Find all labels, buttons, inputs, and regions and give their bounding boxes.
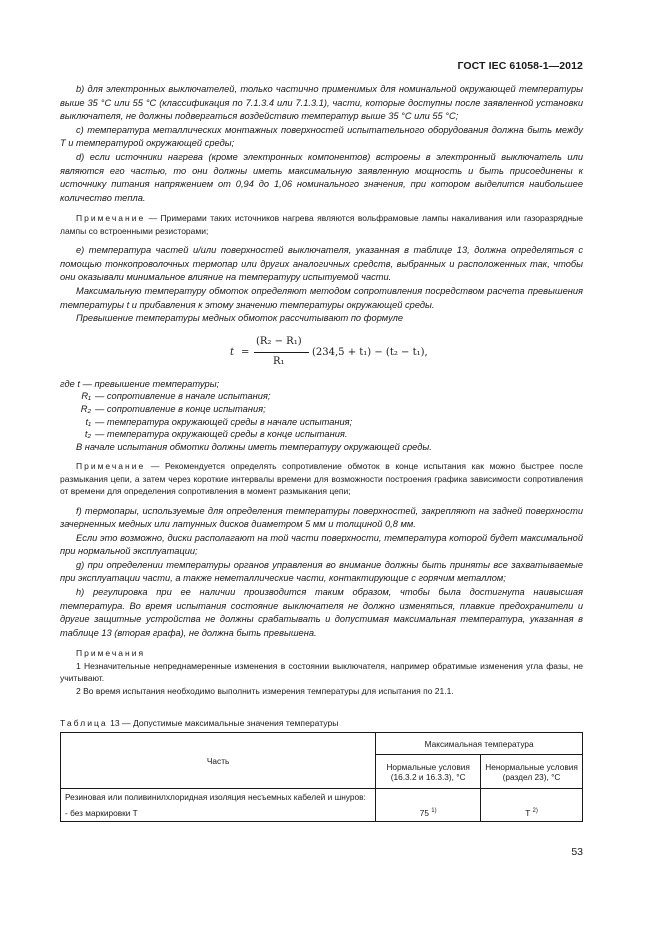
- formula-tail: (234,5 + t₁) − (t₂ − t₁),: [312, 346, 428, 358]
- paragraph-windings-1: Максимальную температуру обмоток определяют методом сопротивления посредством расчета превышения температуры t и прибавления к этому значению температуры окружающей среды.: [60, 285, 583, 310]
- header-abnormal: Ненормальные условия (раздел 23), °С: [481, 755, 583, 789]
- legend-row: [60, 390, 583, 403]
- formula-numerator: (R₂ − R₁): [256, 335, 302, 347]
- legend-symbol: R₂: [80, 403, 91, 414]
- cell-normal: [376, 789, 481, 822]
- legend-symbol: R₁: [81, 391, 91, 402]
- paragraph-h: h) регулировка при ее наличии производится таким образом, чтобы была достигнута наивысшая температура. Во время испытания состояние выключателя не должно изменяться, плавкие предохранители и другие защитные устройства не должны срабатывать и допустимая максимальная температура, указанная в таблице 13 (вторая графа), не должна быть превышена.: [60, 587, 583, 638]
- note-resistance: [60, 460, 583, 497]
- normal-value: 75: [419, 808, 429, 818]
- legend-description: — превышение температуры;: [82, 378, 220, 389]
- formula-t: t: [230, 346, 235, 358]
- legend-after: В начале испытания обмотки должны иметь температуру окружающей среды.: [76, 441, 432, 452]
- legend-row-t: [60, 378, 583, 391]
- row-sub-label: - без маркировки T: [65, 808, 138, 818]
- cell-part: [61, 789, 376, 822]
- notes-label: Примечания: [76, 648, 146, 659]
- normal-footnote: 1): [431, 808, 437, 815]
- legend-description: — температура окружающей среды в конце испытания.: [95, 429, 348, 440]
- paragraph-windings-2: Превышение температуры медных обмоток рассчитывают по формуле: [76, 313, 404, 324]
- legend-description: — сопротивление в начале испытания;: [95, 391, 271, 402]
- abnormal-footnote: 2): [532, 808, 538, 815]
- formula-denominator: R₁: [273, 355, 285, 367]
- paragraph-d: d) если источники нагрева (кроме электронных компонентов) встроены в электронный выключатель или являются его частью, то они должны иметь максимальную заявленную мощность и быть присоединены к источнику питания напряжением от 0,94 до 1,06 номинального значения, при котором выделится наибольшее количество тепла.: [60, 151, 583, 203]
- table-label: Таблица: [60, 718, 108, 728]
- note-1: 1 Незначительные непреднамеренные изменения в состоянии выключателя, например обратимые изменения угла фазы, не учитывают.: [60, 660, 583, 684]
- note-text: — Примерами таких источников нагрева являются вольфрамовые лампы накаливания или газоразрядные лампы со встроенными резисторами;: [60, 213, 583, 236]
- header-max-temp: Максимальная температура: [376, 733, 583, 755]
- header-normal: Нормальные условия (16.3.2 и 16.3.3), °С: [376, 755, 481, 789]
- legend-description: — температура окружающей среды в начале испытания;: [95, 416, 353, 427]
- page-number: 53: [571, 846, 583, 858]
- note-2: 2 Во время испытания необходимо выполнить измерения температуры для испытания по 21.1.: [76, 685, 454, 696]
- legend-symbol: t: [77, 378, 80, 389]
- paragraph-e: e) температура частей и/или поверхностей выключателя, указанная в таблице 13, должна определяться с помощью тонкопроволочных термопар или других аналогичных средств, выбранных и расположенных так, чтобы они оказывали минимальное влияние на температуру испытуемой части.: [60, 245, 583, 283]
- table-title: [60, 718, 338, 728]
- paragraph-f: f) термопары, используемые для определения температуры поверхностей, закрепляют на задней поверхности зачерненных медных или латунных дисков диаметром 5 мм и толщиной 0,8 мм.: [60, 505, 583, 530]
- legend-intro: где: [60, 378, 75, 389]
- paragraph-b: b) для электронных выключателей, только частично применимых для номинальной окружающей температуры выше 35 °С или 55 °С (классификация по 7.1.3.4 или 7.1.3.1), части, которые доступны после заявленной установки выключателя, не должны подвергаться воздействию температур выше 35 °С или 55 °С;: [60, 84, 583, 122]
- paragraph-f2: Если это возможно, диски располагают на той части поверхности, температура которой будет максимальной при нормальной эксплуатации;: [60, 532, 583, 557]
- note-text: — Рекомендуется определять сопротивление обмоток в конце испытания как можно быстрее после размыкания цепи, а затем через короткие интервалы времени для возможности построения графика зависимости сопротивления от времени для определения сопротивления в момент размыкания цепи;: [60, 461, 583, 497]
- table-row: [61, 789, 583, 822]
- document-id: ГОСТ IEC 61058-1—2012: [457, 60, 583, 72]
- row-part-label: Резиновая или поливинилхлоридная изоляция несъемных кабелей и шнуров:: [65, 792, 366, 802]
- legend-symbol: t₁: [85, 416, 91, 427]
- variable-legend: [60, 378, 583, 454]
- fraction-bar: [254, 352, 309, 353]
- note-heat-sources: [60, 212, 583, 237]
- legend-row: [60, 403, 583, 416]
- paragraph-g: g) при определении температуры органов управления во внимание должны быть приняты все захватываемые при эксплуатации части, а также неметаллические части, контактирующие с горячим металлом;: [60, 559, 583, 584]
- note-label: Примечание: [76, 461, 146, 472]
- notes-heading: [60, 647, 583, 659]
- abnormal-value: T: [525, 808, 531, 818]
- formula-equals: =: [241, 346, 250, 358]
- table-caption: 13 — Допустимые максимальные значения температуры: [107, 718, 339, 728]
- header-part: Часть: [61, 733, 376, 789]
- temperature-table: [60, 732, 583, 822]
- legend-symbol: t₂: [84, 429, 91, 440]
- legend-row: [60, 416, 583, 429]
- page-content: [60, 83, 583, 697]
- legend-description: — сопротивление в конце испытания;: [95, 403, 266, 414]
- legend-row: [60, 428, 583, 441]
- formula: [60, 332, 583, 376]
- paragraph-c: c) температура металлических монтажных поверхностей испытательного оборудования должна быть между T и температурой окружающей среды;: [60, 124, 583, 149]
- note-label: Примечание: [76, 213, 146, 224]
- cell-abnormal: [481, 789, 583, 822]
